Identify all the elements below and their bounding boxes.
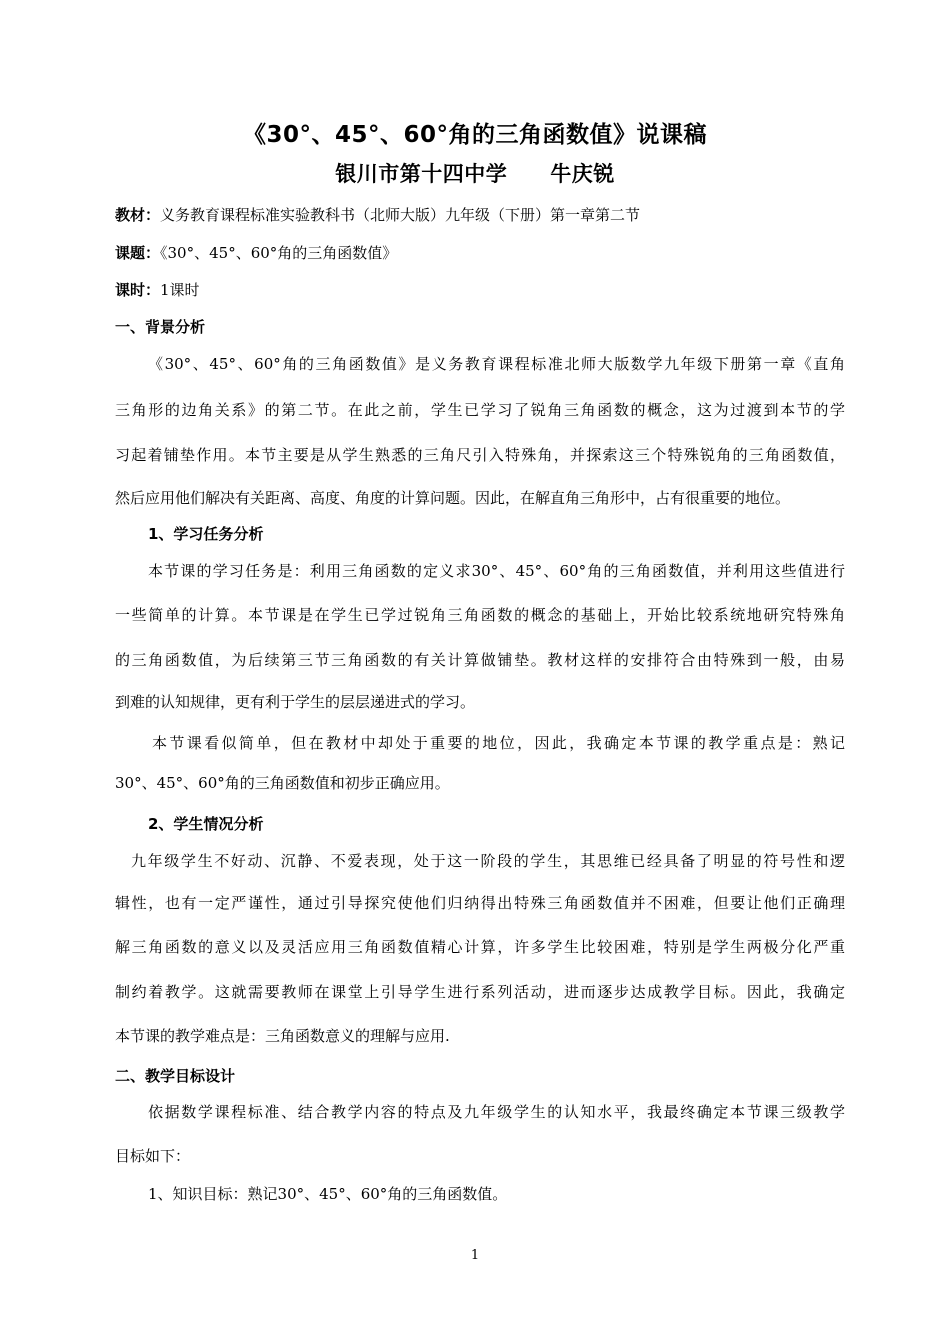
section2-heading: 二、教学目标设计 — [115, 1067, 236, 1085]
paragraph-line: 解三角函数的意义以及灵活应用三角函数值精心计算，许多学生比较困难，特别是学生两极分化严重 — [115, 938, 845, 956]
material-label: 教材： — [115, 206, 161, 224]
paragraph-line: 制约着教学。这就需要教师在课堂上引导学生进行系列活动，进而逐步达成教学目标。因此，我确定 — [115, 983, 845, 1001]
document-subtitle: 银川市第十四中学 牛庆锐 — [335, 162, 615, 186]
topic-line — [115, 243, 845, 263]
paragraph-line: 本节课的学习任务是：利用三角函数的定义求30°、45°、60°角的三角函数值，并利用这些值进行 — [148, 562, 845, 580]
paragraph-line: 然后应用他们解决有关距离、高度、角度的计算问题。因此，在解直角三角形中，占有很重要的地位。 — [115, 489, 791, 507]
topic-value: 《30°、45°、60°角的三角函数值》 — [160, 244, 398, 262]
paragraph-line: 本节课看似简单，但在教材中却处于重要的地位，因此，我确定本节课的教学重点是：熟记 — [152, 734, 845, 752]
hours-label: 课时： — [115, 281, 161, 299]
material-line — [115, 205, 845, 225]
paragraph-line: 《30°、45°、60°角的三角函数值》是义务教育课程标准北师大版数学九年级下册第一章《直角 — [148, 355, 845, 373]
material-value: 义务教育课程标准实验教科书（北师大版）九年级（下册）第一章第二节 — [160, 206, 641, 224]
paragraph-line: 依据数学课程标准、结合教学内容的特点及九年级学生的认知水平，我最终确定本节课三级教学 — [148, 1103, 845, 1121]
paragraph-line: 到难的认知规律，更有利于学生的层层递进式的学习。 — [115, 693, 476, 711]
paragraph-line: 三角形的边角关系》的第二节。在此之前，学生已学习了锐角三角函数的概念，这为过渡到本节的学 — [115, 401, 845, 419]
goal-knowledge: 1、知识目标：熟记30°、45°、60°角的三角函数值。 — [148, 1185, 508, 1203]
paragraph-line: 的三角函数值，为后续第三节三角函数的有关计算做铺垫。教材这样的安排符合由特殊到一般，由易 — [115, 651, 845, 669]
paragraph-line: 目标如下： — [115, 1147, 191, 1165]
paragraph-line: 一些简单的计算。本节课是在学生已学过锐角三角函数的概念的基础上，开始比较系统地研究特殊角 — [115, 606, 845, 624]
paragraph-line: 本节课的教学难点是：三角函数意义的理解与应用. — [115, 1027, 450, 1045]
paragraph-line: 30°、45°、60°角的三角函数值和初步正确应用。 — [115, 774, 450, 792]
hours-line — [115, 280, 845, 300]
topic-label: 课题： — [115, 244, 161, 262]
subsection1-heading: 1、学习任务分析 — [148, 525, 264, 543]
paragraph-line: 辑性，也有一定严谨性，通过引导探究使他们归纳得出特殊三角函数值并不困难，但要让他们正确理 — [115, 894, 845, 912]
page-number: 1 — [470, 1248, 480, 1263]
paragraph-line: 九年级学生不好动、沉静、不爱表现，处于这一阶段的学生，其思维已经具备了明显的符号性和逻 — [131, 852, 845, 870]
subsection2-heading: 2、学生情况分析 — [148, 815, 264, 833]
paragraph-line: 习起着铺垫作用。本节主要是从学生熟悉的三角尺引入特殊角，并探索这三个特殊锐角的三角函数值， — [115, 446, 845, 464]
hours-value: 1课时 — [160, 281, 200, 299]
document-title: 《30°、45°、60°角的三角函数值》说课稿 — [242, 122, 708, 148]
section1-heading: 一、背景分析 — [115, 318, 206, 336]
